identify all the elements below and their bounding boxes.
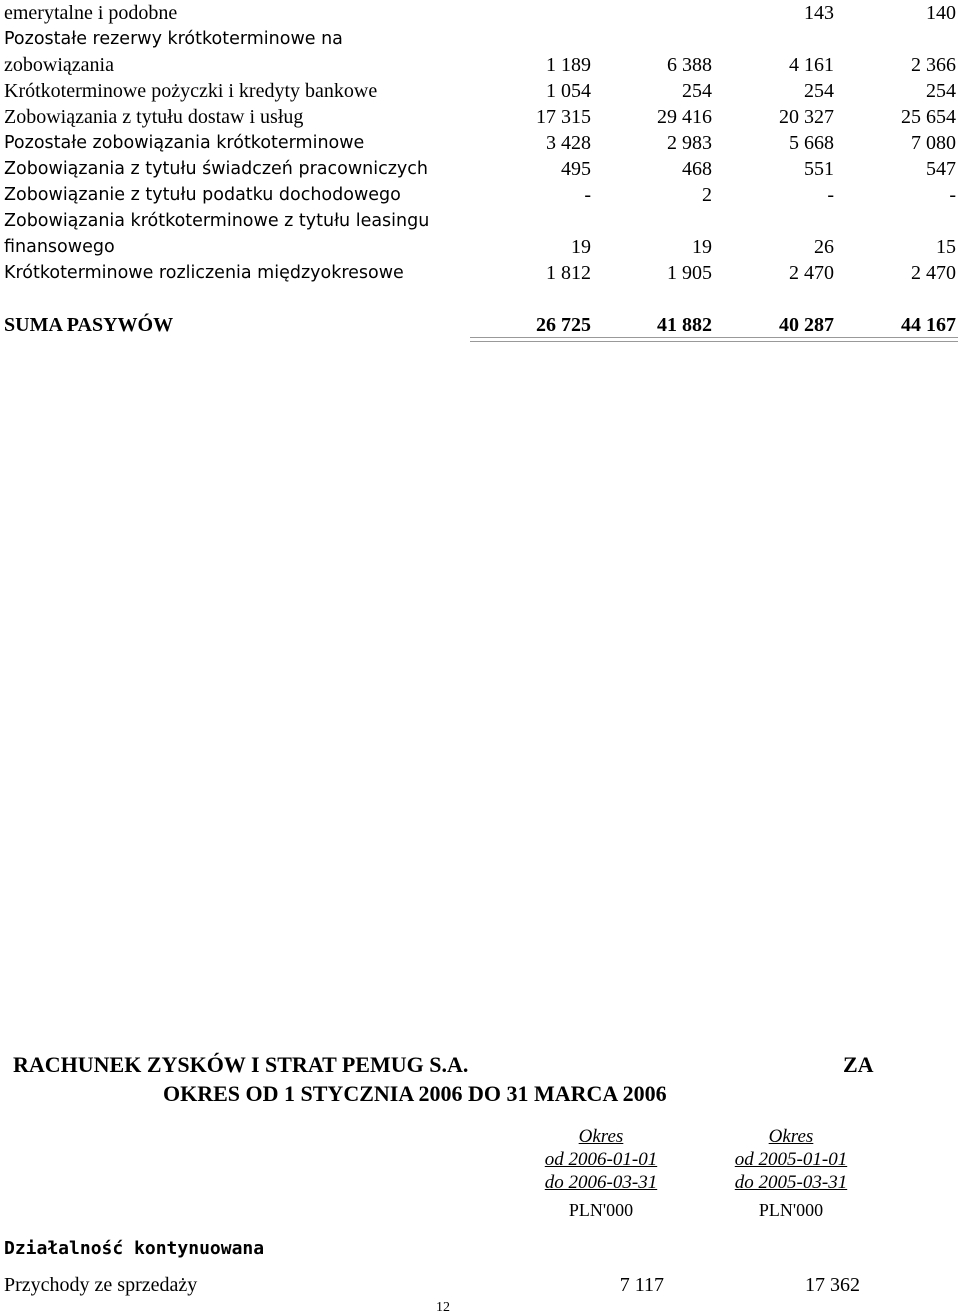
row-value-2: 2 983 bbox=[667, 132, 712, 154]
row-value-4: 2 366 bbox=[911, 54, 956, 76]
total-value-3: 40 287 bbox=[779, 314, 834, 336]
table-row bbox=[0, 104, 960, 130]
row-label: Zobowiązanie z tytułu podatku dochodowego bbox=[4, 185, 401, 205]
total-value-4: 44 167 bbox=[901, 314, 956, 336]
table-row bbox=[0, 182, 960, 208]
income-statement-title-za: ZA bbox=[843, 1052, 874, 1077]
period-2006-to: do 2006-03-31 bbox=[544, 1172, 658, 1193]
period-2005-label: Okres bbox=[768, 1126, 814, 1147]
table-row bbox=[0, 208, 960, 234]
table-row bbox=[0, 260, 960, 286]
total-value-2: 41 882 bbox=[657, 314, 712, 336]
period-2005-from: od 2005-01-01 bbox=[734, 1149, 848, 1170]
table-row bbox=[0, 234, 960, 260]
row-label: Krótkoterminowe pożyczki i kredyty bankowe bbox=[4, 80, 378, 102]
revenue-row bbox=[4, 1274, 960, 1298]
row-value-2: 254 bbox=[682, 80, 712, 102]
income-statement-period-title: OKRES OD 1 STYCZNIA 2006 DO 31 MARCA 2006 bbox=[163, 1081, 667, 1106]
total-double-underline-bottom bbox=[470, 341, 958, 342]
row-value-1: 1 812 bbox=[546, 262, 591, 284]
table-row bbox=[0, 78, 960, 104]
row-value-3: 20 327 bbox=[779, 106, 834, 128]
row-label: Zobowiązania krótkoterminowe z tytułu leasingu bbox=[4, 211, 430, 231]
row-value-2: 6 388 bbox=[667, 54, 712, 76]
income-statement-title: RACHUNEK ZYSKÓW I STRAT PEMUG S.A. bbox=[13, 1052, 469, 1077]
total-label: SUMA PASYWÓW bbox=[4, 314, 174, 336]
currency-unit-2005: PLN'000 bbox=[758, 1200, 824, 1220]
total-liabilities-row bbox=[0, 312, 960, 338]
row-value-2: 468 bbox=[682, 158, 712, 180]
row-value-2: 1 905 bbox=[667, 262, 712, 284]
row-label: finansowego bbox=[4, 237, 115, 257]
row-value-4: 547 bbox=[926, 158, 956, 180]
table-row bbox=[0, 156, 960, 182]
row-label: zobowiązania bbox=[4, 54, 114, 76]
page-number: 12 bbox=[436, 1300, 450, 1315]
row-value-3: 5 668 bbox=[789, 132, 834, 154]
row-label: Zobowiązania z tytułu świadczeń pracowniczych bbox=[4, 159, 428, 179]
row-value-3: - bbox=[827, 184, 834, 206]
revenue-label: Przychody ze sprzedaży bbox=[4, 1274, 198, 1296]
row-label: emerytalne i podobne bbox=[4, 2, 178, 24]
row-value-1: - bbox=[584, 184, 591, 206]
row-label: Pozostałe zobowiązania krótkoterminowe bbox=[4, 133, 365, 153]
row-value-4: 7 080 bbox=[911, 132, 956, 154]
row-value-4: - bbox=[949, 184, 956, 206]
row-value-3: 2 470 bbox=[789, 262, 834, 284]
row-value-4: 15 bbox=[936, 236, 956, 258]
table-row bbox=[0, 130, 960, 156]
table-row bbox=[0, 0, 960, 26]
section-heading-continuing-operations: Działalność kontynuowana bbox=[4, 1238, 265, 1259]
period-header-2005 bbox=[711, 1125, 871, 1194]
row-label: Krótkoterminowe rozliczenia międzyokresowe bbox=[4, 263, 404, 283]
revenue-2006-value: 7 117 bbox=[619, 1274, 664, 1296]
row-value-1: 3 428 bbox=[546, 132, 591, 154]
row-value-4: 140 bbox=[926, 2, 956, 24]
table-row bbox=[0, 26, 960, 52]
currency-unit-2006: PLN'000 bbox=[568, 1200, 634, 1220]
table-row bbox=[0, 52, 960, 78]
row-label: Zobowiązania z tytułu dostaw i usług bbox=[4, 106, 304, 128]
row-value-3: 551 bbox=[804, 158, 834, 180]
row-value-1: 1 189 bbox=[546, 54, 591, 76]
row-value-4: 25 654 bbox=[901, 106, 956, 128]
row-label: Pozostałe rezerwy krótkoterminowe na bbox=[4, 29, 343, 49]
period-header-2006 bbox=[521, 1125, 681, 1194]
row-value-3: 26 bbox=[814, 236, 834, 258]
row-value-4: 254 bbox=[926, 80, 956, 102]
row-value-1: 17 315 bbox=[536, 106, 591, 128]
row-value-1: 19 bbox=[571, 236, 591, 258]
row-value-1: 495 bbox=[561, 158, 591, 180]
row-value-2: 2 bbox=[702, 184, 712, 206]
row-value-1: 1 054 bbox=[546, 80, 591, 102]
total-value-1: 26 725 bbox=[536, 314, 591, 336]
revenue-2005-value: 17 362 bbox=[805, 1274, 860, 1296]
row-value-2: 19 bbox=[692, 236, 712, 258]
total-double-underline-top bbox=[470, 337, 958, 338]
period-2006-label: Okres bbox=[578, 1126, 624, 1147]
period-2006-from: od 2006-01-01 bbox=[544, 1149, 658, 1170]
row-value-4: 2 470 bbox=[911, 262, 956, 284]
row-value-2: 29 416 bbox=[657, 106, 712, 128]
row-value-3: 254 bbox=[804, 80, 834, 102]
row-value-3: 143 bbox=[804, 2, 834, 24]
row-value-3: 4 161 bbox=[789, 54, 834, 76]
period-2005-to: do 2005-03-31 bbox=[734, 1172, 848, 1193]
